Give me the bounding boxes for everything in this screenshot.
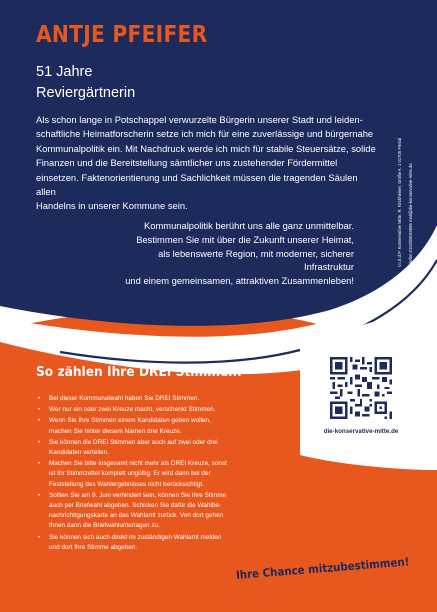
rule-line: Sie können die DREI Stimmen aber auch auf zwei oder drei [49, 438, 218, 446]
qr-code[interactable] [330, 357, 392, 419]
rule-line: und dort Ihre Stimme abgeben. [49, 543, 138, 551]
rule-line: Wer nur ein oder zwei Kreuze macht, verschenkt Stimmen. [49, 406, 216, 414]
bio-line: Finanzen und die Bereitstellung sämtlicher uns zustehender Fördermittel [36, 157, 338, 169]
rule-item [38, 491, 270, 532]
quote-line: Bestimmen Sie mit über die Zukunft unserer Heimat, [136, 233, 354, 245]
rule-line: nachrichtigungskarte an das Wahlamt zurück. Von dort gehen [49, 512, 224, 520]
rule-line: auch per Briefwahl abgeben. Schicken Sie dafür die Wahlbe- [49, 502, 222, 510]
quote-line: und einem gemeinsamen, attraktiven Zusammenleben! [125, 275, 354, 287]
rule-line: Ihnen dann die Briefwahlunterlagen zu. [49, 522, 160, 530]
website-link[interactable]: die-konservative-mitte.de [323, 428, 399, 435]
bullet: • [38, 395, 41, 402]
rule-line: Bei dieser Kommunalwahl haben Sie DREI Stimmen. [49, 395, 200, 402]
candidate-profession: Reviergärtnerin [36, 85, 136, 101]
rule-line: Feststellung des Wahlergebnisses nicht berücksichtigt. [49, 480, 204, 488]
bullet: • [38, 438, 41, 446]
rule-line: ist Ihr Stimmzettel komplett ungültig. Er wird dann bei der [49, 470, 211, 478]
rule-line: Wenn Sie Ihre Stimmen einem Kandidaten geben wollen, [49, 417, 211, 425]
rule-item [38, 438, 270, 458]
candidate-quote [110, 219, 354, 288]
bullet: • [38, 491, 41, 499]
rule-line: Kandidaten verteilen. [49, 449, 110, 457]
rule-item [38, 459, 270, 490]
candidate-name: ANTJE PFEIFER [36, 22, 208, 48]
bullet: • [38, 460, 41, 468]
quote-line: als lebenswerte Region, mit moderner, sicherer Infrastruktur [158, 247, 354, 273]
rule-item [38, 416, 270, 436]
bio-line: Als schon lange in Potschappel verwurzelte Bürgerin unserer Stadt und leiden- [36, 114, 363, 125]
rule-item [38, 394, 270, 404]
candidate-bio [36, 113, 376, 214]
bio-line: einsetzen. Faktenorientierung und Sachlichkeit müssen die tragenden Säulen allen [36, 171, 358, 198]
bio-line: Handelns in unserer Kommune sein. [36, 200, 188, 212]
bullet: • [38, 533, 41, 541]
voting-title: So zählen Ihre DREI Stimmen: [36, 364, 242, 380]
rule-line: Machen Sie bitte insgesamt nicht mehr als DREI Kreuze, sonst [49, 460, 227, 468]
imprint-vertical [392, 95, 419, 267]
imprint-line: Telefon 0152/08193595 mail@die-konservative-mitte.de [408, 163, 414, 267]
rule-line: machen Sie hinter diesem Namen drei Kreuze. [49, 427, 182, 435]
imprint-line: V.i.S.d.P. Konservative Mitte, R. Kirchheiner, Große A. 1 01705 Freital [397, 138, 403, 267]
candidate-age: 51 Jahre [36, 64, 93, 80]
slogan: Ihre Chance mitzubestimmen! [235, 554, 410, 582]
quote-line: Kommunalpolitik berührt uns alle ganz unmittelbar. [143, 220, 354, 231]
voting-rules-list [38, 394, 270, 554]
rule-item [38, 405, 270, 415]
bio-line: schaftliche Heimatforscherin setze ich mich für eine zuverlässige und bürgernahe [36, 128, 374, 140]
rule-item [38, 533, 270, 553]
rule-line: Sie können sich auch direkt im zuständigen Wahlamt melden [49, 533, 222, 541]
bullet: • [38, 417, 41, 425]
bio-line: Kommunalpolitik ein. Mit Nachdruck werde ich mich für stabile Steuersätze, solide [36, 142, 376, 154]
rule-line: Sollten Sie am 9. Juni verhindert sein, können Sie Ihre Stimme [49, 491, 227, 499]
bullet: • [38, 406, 41, 414]
